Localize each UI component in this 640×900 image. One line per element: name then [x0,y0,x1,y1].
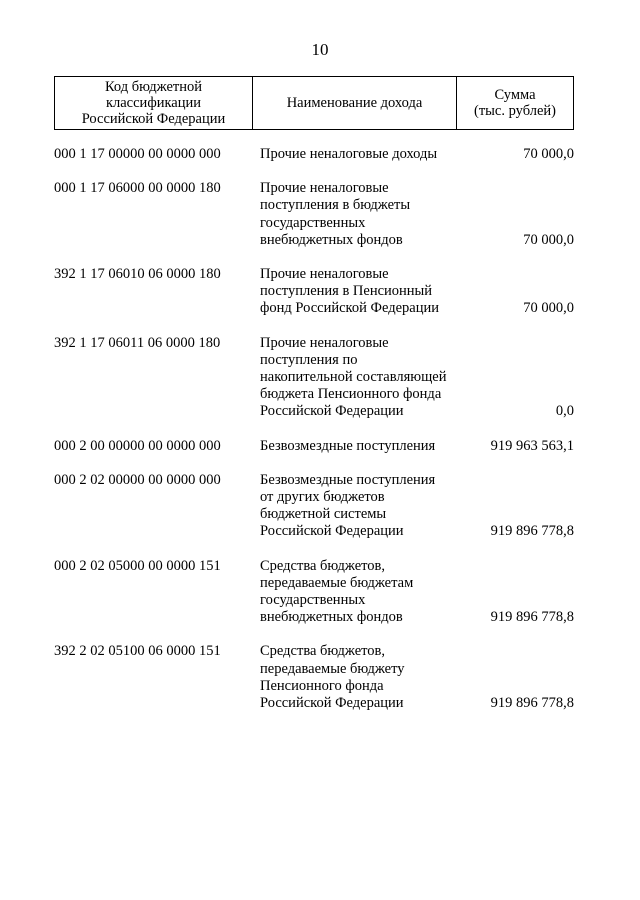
income-name [260,558,460,627]
income-name-line: Средства бюджетов, [260,557,386,574]
income-name [260,146,460,163]
income-name [260,438,460,455]
income-name-line: государственных [260,592,366,609]
income-name [260,180,460,249]
table-header [54,76,574,130]
budget-code: 000 1 17 06000 00 0000 180 [54,180,221,197]
header-sum-line: Сумма [494,87,536,103]
header-sum-line: (тыс. рублей) [474,103,556,119]
income-name-line: поступления по [260,351,358,368]
table-row [54,472,574,541]
income-name-line: накопительной составляющей [260,369,447,386]
income-name-line: Прочие неналоговые [260,180,389,197]
budget-code: 000 2 02 00000 00 0000 000 [54,471,221,488]
income-sum: 70 000,0 [523,231,574,248]
header-name-cell [253,77,457,129]
income-sum: 919 896 778,8 [490,609,574,626]
income-name-line: государственных [260,214,366,231]
budget-code: 000 2 02 05000 00 0000 151 [54,557,221,574]
budget-code: 392 2 02 05100 06 0000 151 [54,643,221,660]
income-name-line: Прочие неналоговые [260,334,389,351]
income-name-line: от других бюджетов [260,489,385,506]
income-name [260,472,460,541]
header-code-line: Российской Федерации [81,111,226,127]
table-row [54,335,574,421]
income-name-line: Российской Федерации [260,523,404,540]
header-sum-cell [457,77,573,129]
income-name [260,643,460,712]
income-name-line: Прочие неналоговые доходы [260,146,438,162]
table-row [54,438,574,455]
income-sum: 919 963 563,1 [490,437,574,454]
income-sum: 70 000,0 [523,300,574,317]
table-row [54,180,574,249]
budget-code: 392 1 17 06011 06 0000 180 [54,334,221,351]
budget-code: 000 1 17 00000 00 0000 000 [54,146,221,162]
page-number: 10 [311,40,329,59]
income-name-line: Российской Федерации [260,695,404,712]
table-body [54,146,574,729]
income-name-line: бюджетной системы [260,506,387,523]
header-code-line: классификации [105,95,202,111]
income-sum: 919 896 778,8 [490,695,574,712]
table-row [54,558,574,627]
income-name-line: внебюджетных фондов [260,609,403,626]
income-sum: 70 000,0 [523,146,574,162]
budget-code: 392 1 17 06010 06 0000 180 [54,266,221,283]
table-row [54,266,574,318]
income-sum: 0,0 [555,403,574,420]
income-name-line: Безвозмездные поступления [260,437,436,454]
income-name-line: Прочие неналоговые [260,266,389,283]
income-name-line: Российской Федерации [260,403,404,420]
income-name [260,335,460,421]
header-name-line: Наименование дохода [286,95,423,111]
income-name-line: поступления в Пенсионный [260,283,433,300]
income-name-line: Средства бюджетов, [260,643,386,660]
income-name-line: Пенсионного фонда [260,677,384,694]
income-name-line: фонд Российской Федерации [260,300,439,317]
header-code-cell [55,77,253,129]
income-name-line: передаваемые бюджету [260,660,405,677]
income-sum: 919 896 778,8 [490,523,574,540]
income-name-line: Безвозмездные поступления [260,471,436,488]
table-row [54,146,574,163]
income-name-line: передаваемые бюджетам [260,574,414,591]
income-name [260,266,460,318]
income-name-line: внебюджетных фондов [260,231,403,248]
income-name-line: поступления в бюджеты [260,197,411,214]
table-row [54,643,574,712]
budget-code: 000 2 00 00000 00 0000 000 [54,437,221,454]
header-code-line: Код бюджетной [104,79,202,95]
income-name-line: бюджета Пенсионного фонда [260,386,442,403]
